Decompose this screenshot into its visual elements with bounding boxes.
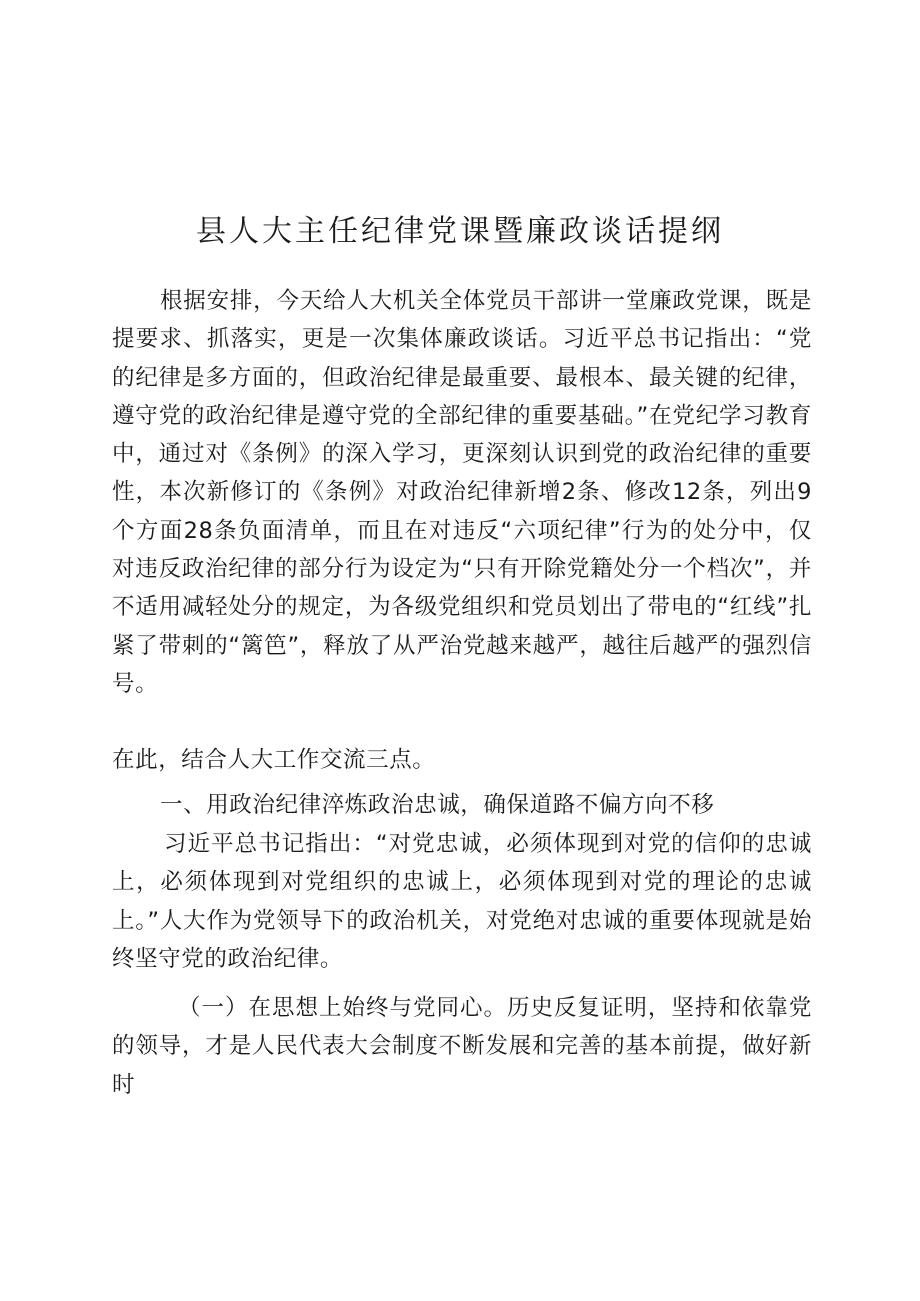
paragraph-transition: 在此，结合人大工作交流三点。 <box>112 747 436 773</box>
section-heading-one: 一、用政治纪律淬炼政治忠诚，确保道路不偏方向不移 <box>160 792 715 818</box>
paragraph-subsection-one: （一）在思想上始终与党同心。历史反复证明，坚持和依靠党的领导，才是人民代表大会制度不断发展和完善的基本前提，做好新时 <box>112 995 812 1098</box>
document-title: 县人大主任纪律党课暨廉政谈话提纲 <box>196 214 724 249</box>
paragraph-quote: 习近平总书记指出：“对党忠诚，必须体现到对党的信仰的忠诚上，必须体现到对党组织的忠诚上，必须体现到对党的理论的忠诚上。”人大作为党领导下的政治机关，对党绝对忠诚的重要体现就是始终坚守党的政治纪律。 <box>112 831 812 972</box>
paragraph-intro: 根据安排，今天给人大机关全体党员干部讲一堂廉政党课，既是提要求、抓落实，更是一次集体廉政谈话。习近平总书记指出：“党的纪律是多方面的，但政治纪律是最重要、最根本、最关键的纪律，遵守党的政治纪律是遵守党的全部纪律的重要基础。”在党纪学习教育中，通过对《条例》的深入学习，更深刻认识到党的政治纪律的重要性，本次新修订的《条例》对政治纪律新增2条、修改12条，列出9个方面28条负面清单，而且在对违反“六项纪律”行为的处分中，仅对违反政治纪律的部分行为设定为“只有开除党籍处分一个档次”，并不适用减轻处分的规定，为各级党组织和党员划出了带电的“红线”扎紧了带刺的“篱笆”，释放了从严治党越来越严，越往后越严的强烈信号。 <box>112 288 812 697</box>
